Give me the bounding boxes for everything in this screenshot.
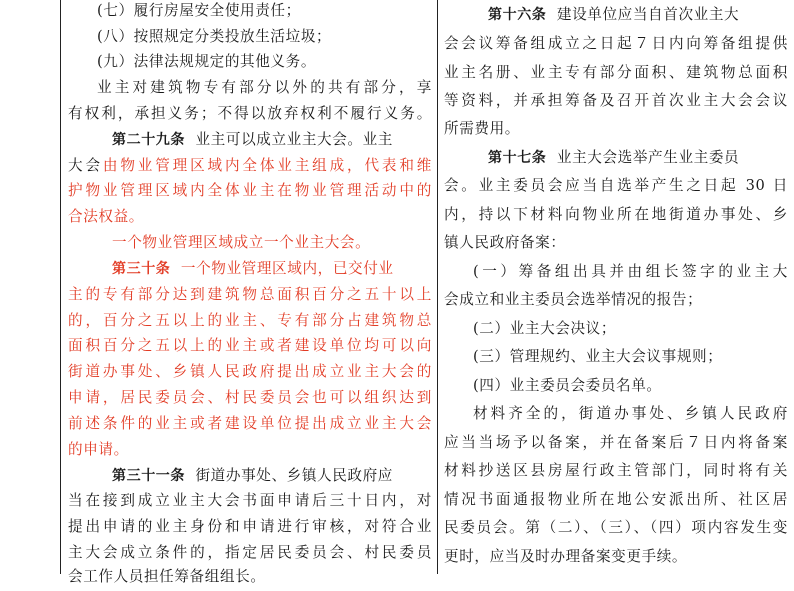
text-line: (三）管理规约、业主大会议事规则； xyxy=(473,348,723,365)
text-line: 镇人民政府备案： xyxy=(444,234,566,251)
article-17-heading xyxy=(444,144,788,172)
article-title: 第二十九条 xyxy=(112,132,185,148)
highlighted-text-line: 申请，居民委员会、村民委员会也可以组织达到 xyxy=(68,389,432,406)
article-30-heading xyxy=(68,255,432,283)
text-line: 情况书面通报物业所在地公安派出所、社区居 xyxy=(444,491,788,508)
article-16-heading xyxy=(444,1,788,29)
highlighted-text-line: 面积百分之五以上的业主或者建设单位均可以向 xyxy=(68,337,432,354)
text-line: 会工作人员担任筹备组组长。 xyxy=(68,568,266,585)
highlighted-text-line: 的，百分之五以上的业主、专有部分占建筑物总 xyxy=(68,312,432,329)
text-line: 业主名册、业主专有部分面积、建筑物总面积 xyxy=(444,64,788,81)
text-line: 民委员会。第（二）、（三）、（四）项内容发生变 xyxy=(444,519,788,536)
text-line: (四）业主委员会委员名单。 xyxy=(473,377,662,394)
text-line: 材料齐全的，街道办事处、乡镇人民政府 xyxy=(473,405,788,422)
article-title: 第十七条 xyxy=(488,150,547,166)
article-title: 第十六条 xyxy=(488,7,547,23)
left-margin-line xyxy=(60,0,61,574)
article-title: 第三十条 xyxy=(112,261,171,277)
text-line: 内，持以下材料向物业所在地街道办事处、乡 xyxy=(444,206,788,223)
text-line: 提出申请的业主身份和申请进行审核，对符合业 xyxy=(68,518,432,535)
highlighted-text-line: 一个物业管理区域成立一个业主大会。 xyxy=(112,234,371,251)
highlighted-text-line: 护物业管理区域内全体业主在物业管理活动中的 xyxy=(68,182,432,199)
article-text: 建设单位应当自首次业主大 xyxy=(556,6,740,23)
article-text: 业主大会选举产生业主委员 xyxy=(556,149,740,166)
text-line: 所需费用。 xyxy=(444,120,520,137)
article-29-heading xyxy=(68,126,432,154)
article-text: 一个物业管理区域内，已交付业 xyxy=(180,260,394,277)
text-line: (八）按照规定分类投放生活垃圾； xyxy=(97,28,332,45)
highlighted-text-line: 街道办事处、乡镇人民政府提出成立业主大会的 xyxy=(68,363,432,380)
text-line: 有权利，承担义务；不得以放弃权利不履行义务。 xyxy=(68,105,432,122)
text-line: 业主对建筑物专有部分以外的共有部分，享 xyxy=(97,79,432,96)
text-line: 等资料，并承担筹备及召开首次业主大会会议 xyxy=(444,92,788,109)
article-title: 第三十一条 xyxy=(112,468,185,484)
text-line: (七）履行房屋安全使用责任； xyxy=(97,2,301,19)
text-line: (二）业主大会决议； xyxy=(473,320,617,337)
highlighted-text-line: 主的专有部分达到建筑物总面积百分之五十以上 xyxy=(68,286,432,303)
article-text: 业主可以成立业主大会。业主 xyxy=(195,131,394,148)
column-divider xyxy=(437,0,438,574)
text-line: 更时，应当及时办理备案变更手续。 xyxy=(444,548,688,565)
article-31-heading xyxy=(68,462,432,490)
text-line xyxy=(68,152,432,180)
article-text: 街道办事处、乡镇人民政府应 xyxy=(195,467,394,484)
highlighted-text: 由物业管理区域内全体业主组成，代表和维 xyxy=(102,157,433,174)
text-line: 应当当场予以备案，并在备案后７日内将备案 xyxy=(444,434,788,451)
text-line: 会。业主委员会应当自选举产生之日起 30 日 xyxy=(444,177,788,194)
text-line: 主大会成立条件的，指定居民委员会、村民委员 xyxy=(68,544,432,561)
highlighted-text-line: 的申请。 xyxy=(68,441,129,458)
text-segment: 大会 xyxy=(68,157,103,174)
highlighted-text-line: 前述条件的业主或者建设单位提出成立业主大会 xyxy=(68,415,432,432)
highlighted-text-line: 合法权益。 xyxy=(68,208,144,225)
text-line: (九）法律法规规定的其他义务。 xyxy=(97,53,317,70)
text-line: (一）筹备组出具并由组长签字的业主大 xyxy=(473,263,788,280)
text-line: 会会议筹备组成立之日起７日内向筹备组提供 xyxy=(444,35,788,52)
text-line: 会成立和业主委员会选举情况的报告； xyxy=(444,291,703,308)
text-line: 当在接到成立业主大会书面申请后三十日内，对 xyxy=(68,492,432,509)
text-line: 材料抄送区县房屋行政主管部门，同时将有关 xyxy=(444,462,788,479)
